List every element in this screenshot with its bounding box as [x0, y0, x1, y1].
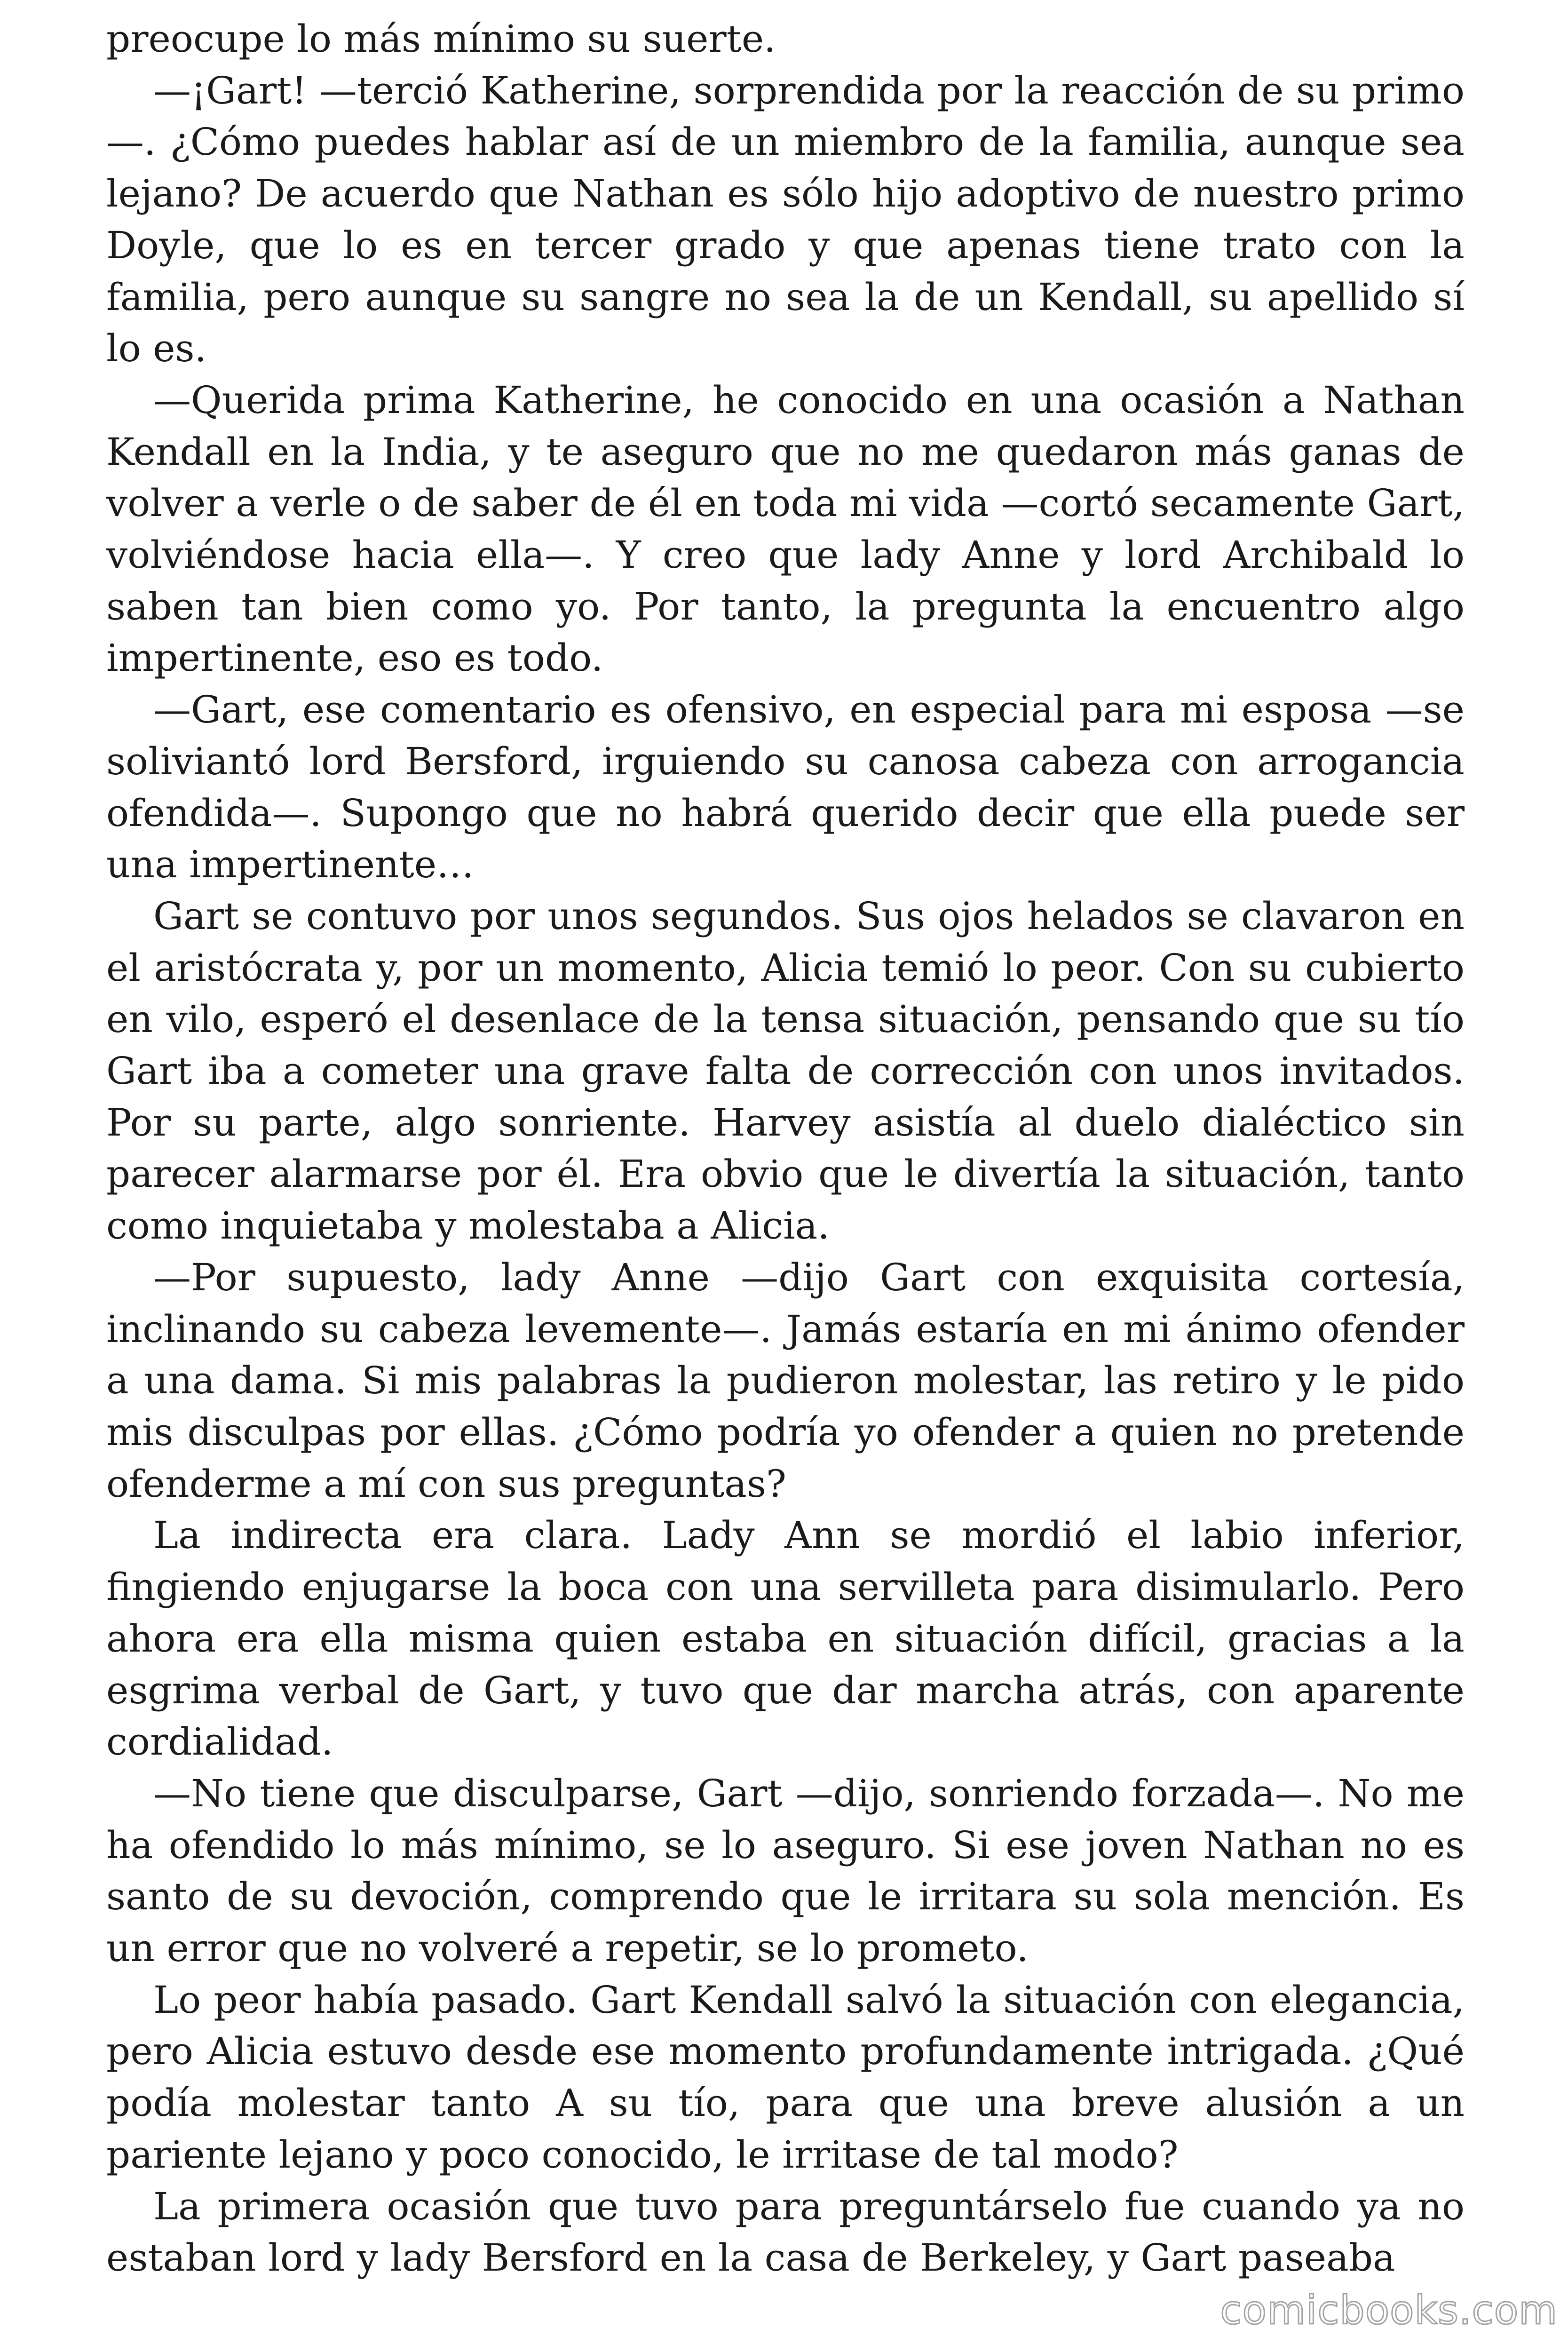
paragraph-4: —Gart, ese comentario es ofensivo, en especial para mi esposa —se soliviantó lord Bersford, irguiendo su canosa cabeza con arrogancia ofendida—. Supongo que no habrá querido decir que ella puede ser una impertinente…	[106, 688, 1465, 887]
paragraph-9: Lo peor había pasado. Gart Kendall salvó la situación con elegancia, pero Alicia estuvo desde ese momento profundamente intrigada. ¿Qué podía molestar tanto A su tío, para que una breve alusión a un pariente lejano y poco conocido, le irritase de tal modo?	[106, 1978, 1465, 2177]
paragraph-7: La indirecta era clara. Lady Ann se mordió el labio inferior, fingiendo enjugarse la boca con una servilleta para disimularlo. Pero ahora era ella misma quien estaba en situación difícil, gracias a la esgrima verbal de Gart, y tuvo que dar marcha atrás, con aparente cordialidad.	[106, 1513, 1465, 1764]
paragraph-1: preocupe lo más mínimo su suerte.	[106, 17, 776, 61]
watermark-logo: comicbooks.com	[1220, 2287, 1558, 2333]
paragraph-3: —Querida prima Katherine, he conocido en una ocasión a Nathan Kendall en la India, y te aseguro que no me quedaron más ganas de volver a verle o de saber de él en toda mi vida —cortó secamente Gart, volviéndose hacia ella—. Y creo que lady Anne y lord Archibald lo saben tan bien como yo. Por tanto, la pregunta la encuentro algo impertinente, eso es todo.	[106, 378, 1465, 680]
paragraph-5: Gart se contuvo por unos segundos. Sus ojos helados se clavaron en el aristócrata y, por un momento, Alicia temió lo peor. Con su cubierto en vilo, esperó el desenlace de la tensa situación, pensando que su tío Gart iba a cometer una grave falta de corrección con unos invitados. Por su parte, algo sonriente. Harvey asistía al duelo dialéctico sin parecer alarmarse por él. Era obvio que le divertía la situación, tanto como inquietaba y molestaba a Alicia.	[106, 894, 1465, 1248]
paragraph-8: —No tiene que disculparse, Gart —dijo, sonriendo forzada—. No me ha ofendido lo más mínimo, se lo aseguro. Si ese joven Nathan no es santo de su devoción, comprendo que le irritara su sola mención. Es un error que no volveré a repetir, se lo prometo.	[106, 1771, 1465, 1971]
paragraph-10: La primera ocasión que tuvo para preguntárselo fue cuando ya no estaban lord y lady Bersford en la casa de Berkeley, y Gart paseaba	[106, 2184, 1465, 2280]
document-page	[106, 13, 1465, 2284]
paragraph-6: —Por supuesto, lady Anne —dijo Gart con exquisita cortesía, inclinando su cabeza levemente—. Jamás estaría en mi ánimo ofender a una dama. Si mis palabras la pudieron molestar, las retiro y le pido mis disculpas por ellas. ¿Cómo podría yo ofender a quien no pretende ofenderme a mí con sus preguntas?	[106, 1255, 1465, 1506]
paragraph-2: —¡Gart! —terció Katherine, sorprendida por la reacción de su primo—. ¿Cómo puedes hablar así de un miembro de la familia, aunque sea lejano? De acuerdo que Nathan es sólo hijo adoptivo de nuestro primo Doyle, que lo es en tercer grado y que apenas tiene trato con la familia, pero aunque su sangre no sea la de un Kendall, su apellido sí lo es.	[106, 68, 1465, 371]
